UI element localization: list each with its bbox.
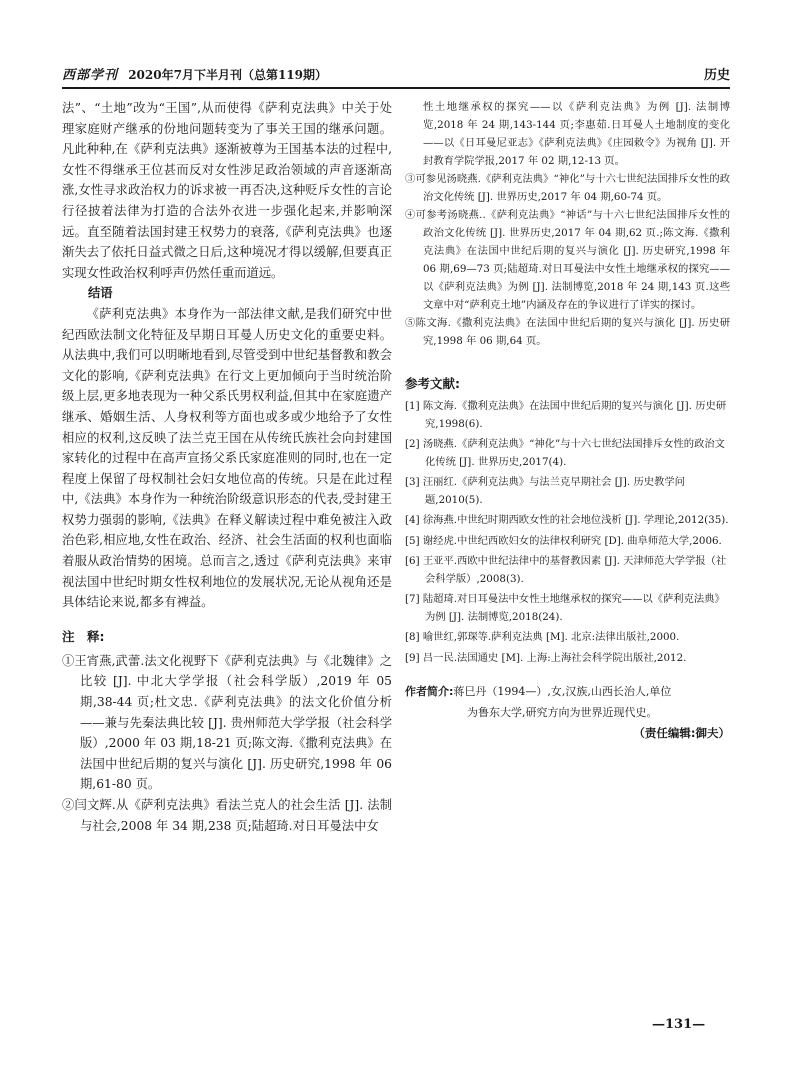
note-item: ②闫文辉.从《萨利克法典》看法兰克人的社会生活 [J]. 法制与社会,2008 年 34 期,238 页;陆超琦.对日耳曼法中女 <box>62 798 392 833</box>
reference-item: [6] 王亚平.西欧中世纪法律中的基督教因素 [J]. 天津师范大学学报（社会科学版）,2008(3). <box>405 555 727 585</box>
note-item: ④可参考汤晓燕..《萨利克法典》“神话”与十六七世纪法国排斥女性的政治文化传统 [J]. 世界历史,2017 年 04 期,62 页.;陈文海.《撒利克法典》在法国中世纪后期的复兴与演化 [J]. 历史研究,1998 年 06 期,69—73 页;陆超琦.对日耳曼法中女性土地继承权的探究——以《萨利克法典》为例 [J]. 法制博览,2018 年 24 期,143 页.这些文章中对“萨利克土地”内涵及存在的争议进行了详实的探讨。 <box>405 209 730 311</box>
reference-item: [3] 汪丽红.《萨利克法典》与法兰克早期社会 [J]. 历史教学问题,2010(5). <box>405 476 685 506</box>
author-bio <box>405 681 730 723</box>
author-label: 作者简介: <box>405 685 454 698</box>
journal-info <box>62 64 327 83</box>
conclusion-paragraph: 《萨利克法典》本身作为一部法律文献,是我们研究中世纪西欧法制文化特征及早期日耳曼人历史文化的重要史料。从法典中,我们可以明晰地看到,尽管受到中世纪基督教和教会文化的影响,《萨利克法典》在行文上更加倾向于当时统治阶级上层,更多地表现为一种父系氏男权利益,但其中在家庭遗产继承、婚姻生活、人身权利等方面也或多或少地给予了女性相应的权利,这反映了法兰克王国在从传统氏族社会向封建国家转化的过程中在高声宣扬父系氏家庭准则的同时,也在一定程度上保留了母权制社会妇女地位高的传统。只是在此过程中,《法典》本身作为一种统治阶级意识形态的代表,受封建王权势力强弱的影响,《法典》在释义解读过程中难免被注入政治色彩,相应地,女性在政治、经济、社会生活面的权利也面临着服从政治情势的困境。总而言之,透过《萨利克法典》来审视法国中世纪时期女性权利地位的发展状况,无论从视角还是具体结论来说,都多有裨益。 <box>62 306 392 610</box>
author-text-line1: 蒋巳丹（1994—）,女,汉族,山西长治人,单位 <box>453 685 672 698</box>
reference-item: [4] 徐海燕.中世纪时期西欧女性的社会地位浅析 [J]. 学理论,2012(35). <box>405 514 729 526</box>
reference-item: [5] 谢经虎.中世纪西欧妇女的法律权利研究 [D]. 曲阜师范大学,2006. <box>405 534 722 547</box>
reference-item: [1] 陈文海.《撒利克法典》在法国中世纪后期的复兴与演化 [J]. 历史研究,1998(6). <box>405 400 727 430</box>
note-item: ⑤陈文海.《撒利克法典》在法国中世纪后期的复兴与演化 [J]. 历史研究,1998 年 06 期,64 页。 <box>405 317 730 347</box>
note-item: ③可参见汤晓燕.《萨利克法典》“神化”与十六七世纪法国排斥女性的政治文化传统 [J]. 世界历史,2017 年 04 期,60-74 页。 <box>405 173 730 203</box>
note-continuation: 性土地继承权的探究——以《萨利克法典》为例 [J]. 法制博览,2018 年 24 期,143-144 页;李惠茹.日耳曼人土地制度的变化——以《日耳曼尼亚志》《萨利克法典》《庄园敕令》为视角 [J]. 开封教育学院学报,2017 年 02 期,12-13 页。 <box>423 101 730 167</box>
editor-credit: （责任编辑:御夫） <box>633 726 730 740</box>
notes-heading: 注 释: <box>62 628 105 644</box>
running-header <box>62 64 730 88</box>
page-number: —131— <box>652 1017 706 1032</box>
section-label: 历史 <box>703 68 730 83</box>
header-rule <box>62 87 730 89</box>
references-heading: 参考文献: <box>405 376 460 391</box>
reference-item: [2] 汤晓燕.《萨利克法典》“神化”与十六七世纪法国排斥女性的政治文化传统 [J]. 世界历史,2017(4). <box>405 438 725 468</box>
note-item: ①王宵燕,武蕾.法文化视野下《萨利克法典》与《北魏律》之比较 [J]. 中北大学学报（社会科学版）,2019 年 05 期,38-44 页;杜文忠.《萨利克法典》的法文化价值分析——兼与先秦法典比较 [J]. 贵州师范大学学报（社会科学版）,2000 年 03 期,18-21 页;陈文海.《撒利克法典》在法国中世纪后期的复兴与演化 [J]. 历史研究,1998 年 06 期,61-80 页。 <box>62 653 392 792</box>
reference-item: [9] 吕一民.法国通史 [M]. 上海:上海社会科学院出版社,2012. <box>405 651 687 664</box>
author-text-line2: 为鲁东大学,研究方向为世界近现代史。 <box>467 706 658 719</box>
reference-item: [7] 陆超琦.对日耳曼法中女性土地继承权的探究——以《萨利克法典》为例 [J]. 法制博览,2018(24). <box>405 593 725 623</box>
reference-item: [8] 喻世红,郭琛等.萨利克法典 [M]. 北京:法律出版社,2000. <box>405 631 680 643</box>
left-column <box>62 98 392 836</box>
right-column <box>405 98 730 741</box>
body-paragraph: 法”、“土地”改为“王国”,从而使得《萨利克法典》中关于处理家庭财产继承的份地问题转变为了事关王国的继承问题。凡此种种,在《萨利克法典》逐渐被尊为王国基本法的过程中,女性不得继承王位甚而反对女性涉足政治领域的声音逐渐高涨,女性寻求政治权力的诉求被一再否决,这种贬斥女性的言论行径披着法律为打造的合法外衣进一步强化起来,并影响深远。直至随着法国封建王权势力的衰落,《萨利克法典》也逐渐失去了依托日益式微之日后,这种境况才得以缓解,但要真正实现女性政治权利呼声仍然任重而道远。 <box>62 101 392 280</box>
journal-logo: 西部学刊 <box>62 68 119 83</box>
conclusion-heading: 结语 <box>88 286 113 301</box>
issue-info: 2020年7月下半月刊（总第119期） <box>128 68 328 82</box>
